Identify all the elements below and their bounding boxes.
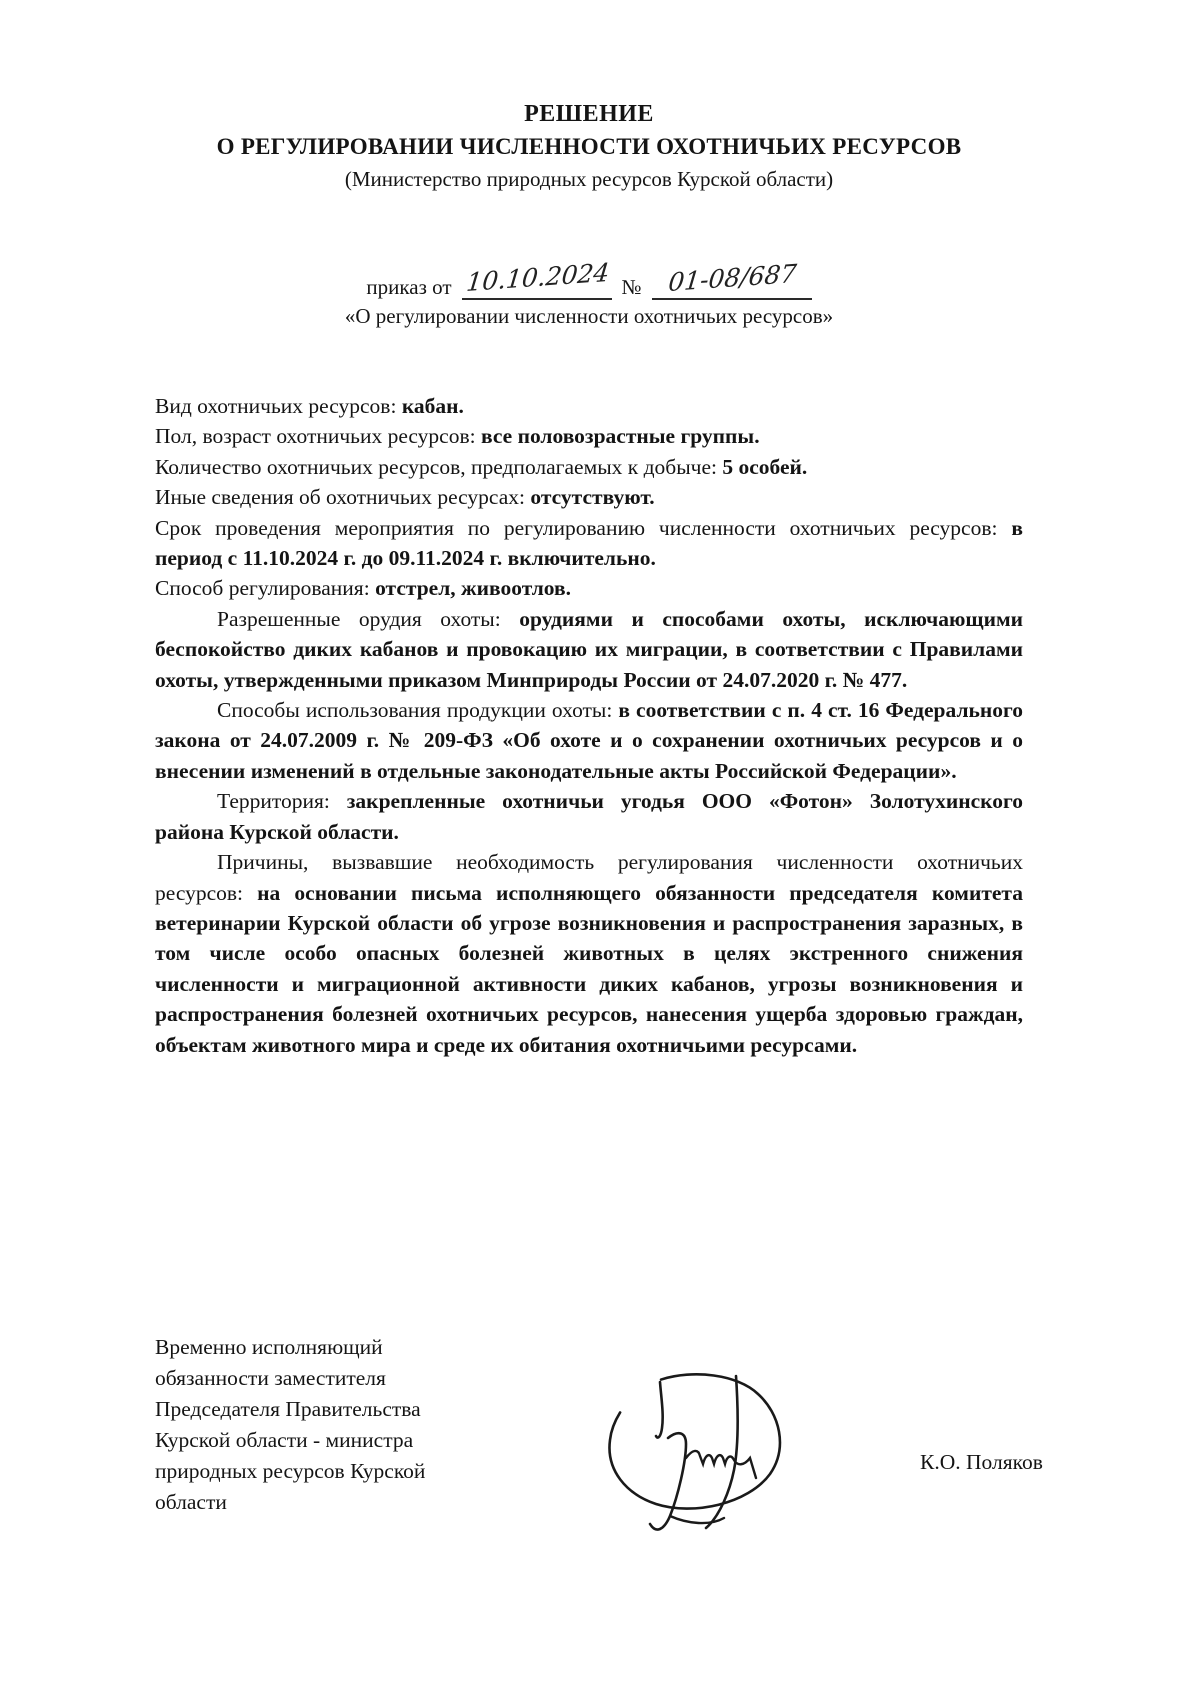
paragraph: Срок проведения мероприятия по регулированию численности охотничьих ресурсов: в период с 11.10.2024 г. до 09.11.2024 г. включительно. (155, 515, 1023, 571)
signatory-position-line: Временно исполняющий (155, 1335, 383, 1359)
document-title-line2: О РЕГУЛИРОВАНИИ ЧИСЛЕННОСТИ ОХОТНИЧЬИХ РЕСУРСОВ (216, 134, 962, 159)
document-title: РЕШЕНИЕ (524, 101, 654, 127)
order-subject: «О регулировании численности охотничьих ресурсов» (344, 304, 834, 328)
signatory-position-line: природных ресурсов Курской (155, 1459, 426, 1483)
paragraph: Вид охотничьих ресурсов: кабан. (155, 394, 464, 418)
signatory-position-line: обязанности заместителя (155, 1366, 386, 1390)
signatory-position-line: Председателя Правительства (155, 1397, 421, 1421)
order-prefix-label: приказ от (366, 275, 452, 299)
handwritten-signature-icon (598, 1366, 813, 1536)
paragraph: Способы использования продукции охоты: в соответствии с п. 4 ст. 16 Федерального закона от 24.07.2009 г. № 209-ФЗ «Об охоте и о сохранении охотничьих ресурсов и о внесении изменений в отдельные законодательные акты Российской Федерации». (155, 698, 1024, 783)
signatory-name: К.О. Поляков (920, 1450, 1043, 1474)
paragraph: Разрешенные орудия охоты: орудиями и способами охоты, исключающими беспокойство диких кабанов и провокацию их миграции, в соответствии с Правилами охоты, утвержденными приказом Минприроды России от 24.07.2020 г. № 477. (155, 606, 1023, 692)
order-date-field (462, 257, 612, 300)
order-number-handwritten: 01-08/687 (667, 258, 799, 297)
paragraph: Территория: закрепленные охотничьи угодья ООО «Фотон» Золотухинского района Курской области. (155, 789, 1024, 844)
document-body (155, 391, 1023, 1060)
order-line (155, 258, 1023, 300)
order-reference (155, 258, 1023, 329)
signatory-position (155, 1332, 500, 1518)
order-date-handwritten: 10.10.2024 (464, 257, 611, 297)
paragraph: Иные сведения об охотничьих ресурсах: отсутствуют. (155, 485, 655, 510)
signatory-position-line: Курской области - министра (155, 1428, 414, 1452)
order-number-sign: № (621, 275, 642, 299)
paragraph: Причины, вызвавшие необходимость регулирования численности охотничьих ресурсов: на основании письма исполняющего обязанности председателя комитета ветеринарии Курской области об угрозе возникновения и распространения заразных, в том числе особо опасных болезней животных в целях экстренного снижения численности и миграционной активности диких кабанов, угрозы возникновения и распространения болезней охотничьих ресурсов, нанесения ущерба здоровью граждан, объектам животного мира и среде их обитания охотничьими ресурсами. (155, 850, 1024, 1057)
issuing-authority: (Министерство природных ресурсов Курской области) (344, 167, 834, 191)
paragraph: Пол, возраст охотничьих ресурсов: все половозрастные группы. (155, 424, 760, 449)
signatory-position-line: области (155, 1490, 227, 1514)
document-header (155, 98, 1023, 195)
paragraph: Количество охотничьих ресурсов, предполагаемых к добыче: 5 особей. (155, 454, 808, 479)
order-number-field (652, 258, 812, 300)
paragraph: Способ регулирования: отстрел, живоотлов. (155, 576, 571, 601)
